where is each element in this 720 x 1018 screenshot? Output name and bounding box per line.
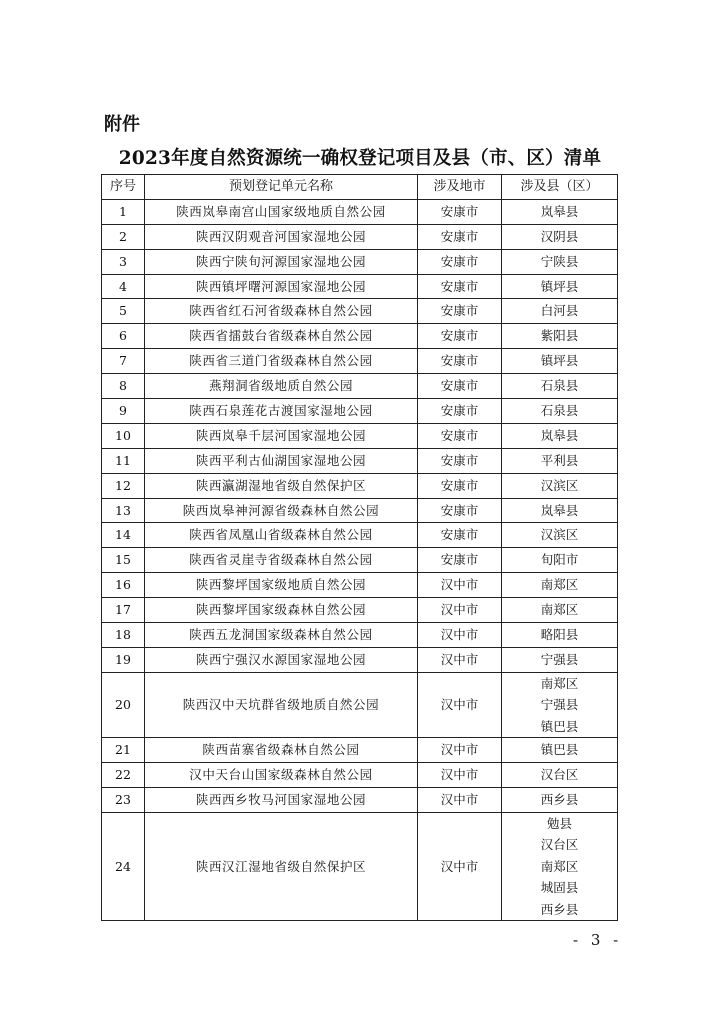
cell-serial-number: 12 [102, 473, 145, 498]
county-name: 宁强县 [540, 697, 579, 713]
cell-serial-number: 23 [102, 788, 145, 813]
county-name: 平利县 [540, 452, 579, 468]
cell-unit-name: 陕西宁陕旬河源国家湿地公园 [145, 249, 418, 274]
cell-serial-number: 19 [102, 647, 145, 672]
cell-unit-name: 陕西省红石河省级森林自然公园 [145, 299, 418, 324]
cell-serial-number: 6 [102, 324, 145, 349]
table-body [102, 199, 618, 921]
cell-city: 汉中市 [418, 573, 502, 598]
cell-serial-number: 5 [102, 299, 145, 324]
cell-city: 汉中市 [418, 623, 502, 648]
county-name: 岚皋县 [540, 427, 579, 443]
cell-unit-name: 陕西省三道门省级森林自然公园 [145, 349, 418, 374]
cell-serial-number: 1 [102, 199, 145, 224]
cell-counties [502, 324, 618, 349]
county-name: 紫阳县 [540, 328, 579, 344]
cell-city: 汉中市 [418, 598, 502, 623]
document-title: 2023年度自然资源统一确权登记项目及县（市、区）清单 [118, 148, 602, 169]
cell-counties [502, 647, 618, 672]
cell-city: 安康市 [418, 399, 502, 424]
cell-unit-name: 陕西岚皋千层河国家湿地公园 [145, 423, 418, 448]
cell-counties [502, 788, 618, 813]
table-row [102, 523, 618, 548]
cell-city: 汉中市 [418, 812, 502, 921]
cell-serial-number: 8 [102, 374, 145, 399]
table-header-row [102, 175, 618, 200]
county-name: 石泉县 [540, 402, 579, 418]
table-row [102, 399, 618, 424]
cell-unit-name: 陕西瀛湖湿地省级自然保护区 [145, 473, 418, 498]
cell-city: 汉中市 [418, 672, 502, 738]
cell-counties [502, 623, 618, 648]
cell-counties [502, 473, 618, 498]
cell-serial-number: 18 [102, 623, 145, 648]
cell-unit-name: 汉中天台山国家级森林自然公园 [145, 763, 418, 788]
cell-city: 安康市 [418, 224, 502, 249]
page-number: - 3 - [573, 931, 623, 949]
table-row [102, 623, 618, 648]
county-name: 西乡县 [540, 792, 579, 808]
cell-city: 安康市 [418, 299, 502, 324]
cell-unit-name: 燕翔洞省级地质自然公园 [145, 374, 418, 399]
cell-city: 安康市 [418, 448, 502, 473]
cell-serial-number: 20 [102, 672, 145, 738]
cell-city: 安康市 [418, 374, 502, 399]
cell-city: 汉中市 [418, 763, 502, 788]
cell-city: 安康市 [418, 249, 502, 274]
county-name: 石泉县 [540, 378, 579, 394]
table-row [102, 423, 618, 448]
project-list-table [101, 174, 618, 921]
county-name: 汉滨区 [540, 527, 579, 543]
cell-city: 汉中市 [418, 738, 502, 763]
table-row [102, 647, 618, 672]
cell-counties [502, 349, 618, 374]
cell-unit-name: 陕西岚皋神河源省级森林自然公园 [145, 498, 418, 523]
attachment-label: 附件 [104, 114, 140, 135]
cell-counties [502, 199, 618, 224]
county-name: 宁陕县 [540, 253, 579, 269]
cell-serial-number: 9 [102, 399, 145, 424]
county-name: 岚皋县 [540, 203, 579, 219]
cell-counties [502, 423, 618, 448]
table-row [102, 274, 618, 299]
county-name: 略阳县 [540, 626, 579, 642]
cell-city: 安康市 [418, 199, 502, 224]
cell-unit-name: 陕西汉阴观音河国家湿地公园 [145, 224, 418, 249]
county-name: 西乡县 [540, 901, 579, 917]
cell-unit-name: 陕西平利古仙湖国家湿地公园 [145, 448, 418, 473]
cell-counties [502, 738, 618, 763]
cell-serial-number: 13 [102, 498, 145, 523]
cell-serial-number: 7 [102, 349, 145, 374]
cell-unit-name: 陕西省凤凰山省级森林自然公园 [145, 523, 418, 548]
county-name: 汉滨区 [540, 477, 579, 493]
cell-serial-number: 16 [102, 573, 145, 598]
table-row [102, 573, 618, 598]
cell-unit-name: 陕西汉江湿地省级自然保护区 [145, 812, 418, 921]
cell-counties [502, 399, 618, 424]
county-name: 南郑区 [540, 577, 579, 593]
cell-city: 安康市 [418, 274, 502, 299]
cell-serial-number: 3 [102, 249, 145, 274]
cell-city: 安康市 [418, 324, 502, 349]
cell-serial-number: 17 [102, 598, 145, 623]
cell-city: 汉中市 [418, 788, 502, 813]
cell-unit-name: 陕西省灵崖寺省级森林自然公园 [145, 548, 418, 573]
cell-counties [502, 548, 618, 573]
cell-counties [502, 448, 618, 473]
table-row [102, 812, 618, 921]
header-serial-number: 序号 [102, 175, 145, 200]
cell-unit-name: 陕西岚皋南宫山国家级地质自然公园 [145, 199, 418, 224]
cell-counties [502, 812, 618, 921]
table-row [102, 324, 618, 349]
cell-city: 安康市 [418, 498, 502, 523]
county-name: 汉台区 [540, 837, 579, 853]
cell-unit-name: 陕西黎坪国家级森林自然公园 [145, 598, 418, 623]
cell-counties [502, 249, 618, 274]
table-row [102, 299, 618, 324]
table-row [102, 199, 618, 224]
cell-serial-number: 10 [102, 423, 145, 448]
county-name: 南郑区 [540, 858, 579, 874]
cell-unit-name: 陕西省擂鼓台省级森林自然公园 [145, 324, 418, 349]
cell-unit-name: 陕西西乡牧马河国家湿地公园 [145, 788, 418, 813]
table-row [102, 548, 618, 573]
county-name: 南郑区 [540, 602, 579, 618]
county-name: 岚皋县 [540, 502, 579, 518]
table-row [102, 788, 618, 813]
header-counties: 涉及县（区） [502, 175, 618, 200]
county-name: 城固县 [540, 880, 579, 896]
cell-counties [502, 598, 618, 623]
cell-unit-name: 陕西五龙洞国家级森林自然公园 [145, 623, 418, 648]
table-row [102, 672, 618, 738]
table-row [102, 448, 618, 473]
county-name: 镇坪县 [540, 353, 579, 369]
table-row [102, 738, 618, 763]
header-unit-name: 预划登记单元名称 [145, 175, 418, 200]
county-name: 镇坪县 [540, 278, 579, 294]
county-name: 旬阳市 [540, 552, 579, 568]
table-row [102, 249, 618, 274]
cell-unit-name: 陕西汉中天坑群省级地质自然公园 [145, 672, 418, 738]
county-name: 白河县 [540, 303, 579, 319]
cell-unit-name: 陕西苗寨省级森林自然公园 [145, 738, 418, 763]
table-row [102, 498, 618, 523]
county-name: 镇巴县 [540, 718, 579, 734]
county-name: 勉县 [546, 815, 572, 831]
cell-counties [502, 763, 618, 788]
cell-counties [502, 299, 618, 324]
county-name: 汉阴县 [540, 228, 579, 244]
cell-city: 汉中市 [418, 647, 502, 672]
cell-counties [502, 523, 618, 548]
cell-unit-name: 陕西黎坪国家级地质自然公园 [145, 573, 418, 598]
table-row [102, 349, 618, 374]
cell-unit-name: 陕西石泉莲花古渡国家湿地公园 [145, 399, 418, 424]
header-city: 涉及地市 [418, 175, 502, 200]
table-row [102, 224, 618, 249]
cell-counties [502, 498, 618, 523]
cell-city: 安康市 [418, 349, 502, 374]
county-name: 汉台区 [540, 767, 579, 783]
table-row [102, 598, 618, 623]
cell-serial-number: 21 [102, 738, 145, 763]
cell-serial-number: 24 [102, 812, 145, 921]
county-name: 镇巴县 [540, 742, 579, 758]
county-name: 宁强县 [540, 651, 579, 667]
cell-counties [502, 573, 618, 598]
cell-city: 安康市 [418, 548, 502, 573]
cell-unit-name: 陕西宁强汉水源国家湿地公园 [145, 647, 418, 672]
cell-serial-number: 2 [102, 224, 145, 249]
cell-counties [502, 672, 618, 738]
cell-serial-number: 22 [102, 763, 145, 788]
table-row [102, 473, 618, 498]
cell-serial-number: 14 [102, 523, 145, 548]
cell-city: 安康市 [418, 523, 502, 548]
cell-city: 安康市 [418, 423, 502, 448]
cell-city: 安康市 [418, 473, 502, 498]
table-row [102, 374, 618, 399]
cell-serial-number: 4 [102, 274, 145, 299]
cell-counties [502, 224, 618, 249]
cell-counties [502, 374, 618, 399]
county-name: 南郑区 [540, 675, 579, 691]
table-row [102, 763, 618, 788]
cell-counties [502, 274, 618, 299]
cell-serial-number: 11 [102, 448, 145, 473]
cell-serial-number: 15 [102, 548, 145, 573]
cell-unit-name: 陕西镇坪曙河源国家湿地公园 [145, 274, 418, 299]
